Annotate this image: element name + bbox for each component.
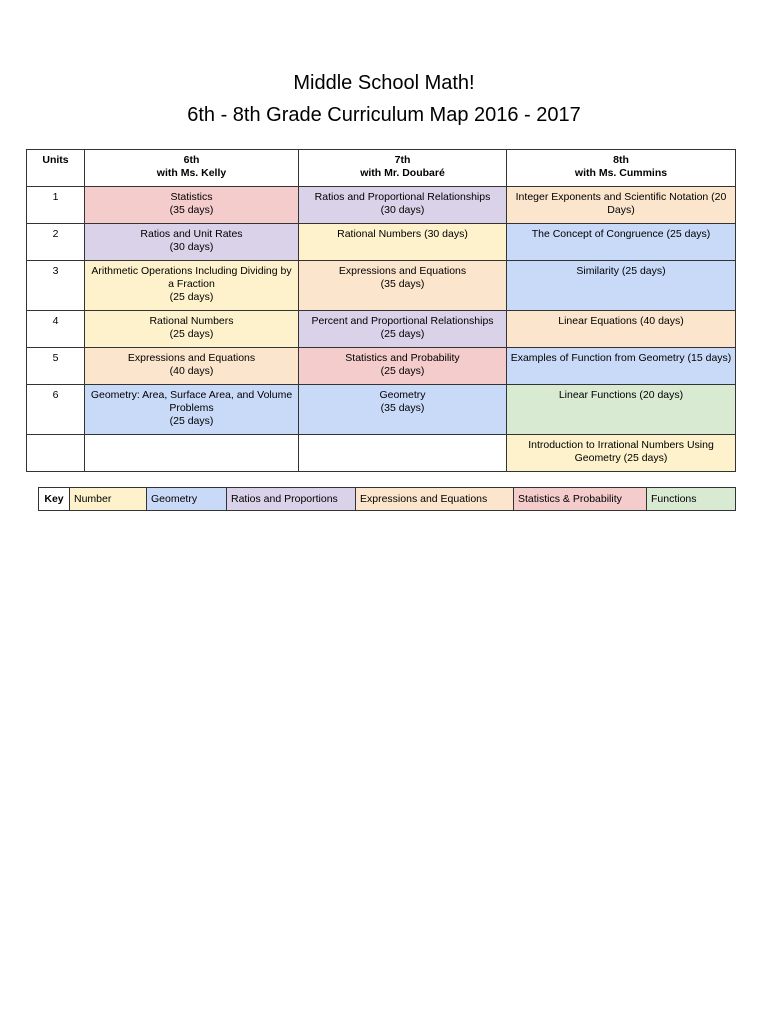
unit-cell <box>85 435 299 472</box>
table-row <box>27 348 736 385</box>
table-row <box>27 187 736 224</box>
unit-cell <box>85 224 299 261</box>
unit-cell <box>299 385 507 435</box>
unit-cell-text: Introduction to Irrational Numbers Using Geometry (25 days) <box>528 439 714 464</box>
unit-cell <box>299 311 507 348</box>
key-row <box>39 488 736 511</box>
unit-number: 6 <box>27 385 85 435</box>
unit-cell-text: (25 days) <box>380 328 425 340</box>
unit-cell <box>299 435 507 472</box>
unit-number: 3 <box>27 261 85 311</box>
unit-cell-text: (35 days) <box>169 204 214 216</box>
page-subtitle: 6th - 8th Grade Curriculum Map 2016 - 2017 <box>187 104 581 126</box>
table-row <box>27 261 736 311</box>
unit-cell-text: Expressions and Equations <box>338 265 467 277</box>
curriculum-table <box>26 149 736 472</box>
unit-number: 5 <box>27 348 85 385</box>
key-item: Ratios and Proportions <box>227 488 356 511</box>
unit-cell-text: Ratios and Proportional Relationships <box>314 191 491 203</box>
unit-cell-text: Linear Equations (40 days) <box>558 315 684 327</box>
unit-cell <box>507 261 736 311</box>
unit-cell-text: (25 days) <box>380 365 425 377</box>
page-title: Middle School Math! <box>293 72 475 94</box>
unit-cell-text: Statistics and Probability <box>345 352 460 364</box>
unit-cell <box>85 187 299 224</box>
unit-cell <box>85 385 299 435</box>
key-item: Number <box>70 488 147 511</box>
table-row <box>27 385 736 435</box>
unit-cell <box>85 261 299 311</box>
unit-cell-text: (25 days) <box>169 328 214 340</box>
unit-cell <box>507 385 736 435</box>
key-item: Expressions and Equations <box>356 488 514 511</box>
table-row <box>27 435 736 472</box>
unit-cell-text: Arithmetic Operations Including Dividing by a Fraction <box>91 265 292 290</box>
unit-cell-text: (35 days) <box>380 402 425 414</box>
unit-cell <box>85 348 299 385</box>
unit-cell-text: Similarity (25 days) <box>576 265 666 277</box>
header-6th: 6th with Ms. Kelly <box>85 150 299 187</box>
unit-cell-text: (30 days) <box>169 241 214 253</box>
unit-cell <box>507 311 736 348</box>
unit-cell-text: (35 days) <box>380 278 425 290</box>
table-row <box>27 224 736 261</box>
unit-number: 4 <box>27 311 85 348</box>
unit-cell <box>85 311 299 348</box>
unit-cell-text: Geometry: Area, Surface Area, and Volume Problems <box>90 389 293 414</box>
unit-cell-text: Examples of Function from Geometry (15 days) <box>510 352 732 364</box>
unit-cell-text: (25 days) <box>169 291 214 303</box>
unit-number <box>27 435 85 472</box>
unit-cell-text: Statistics <box>170 191 213 203</box>
unit-cell <box>507 435 736 472</box>
unit-cell <box>299 224 507 261</box>
unit-number: 1 <box>27 187 85 224</box>
unit-cell-text: Expressions and Equations <box>127 352 256 364</box>
unit-cell-text: Ratios and Unit Rates <box>140 228 243 240</box>
key-item: Functions <box>647 488 736 511</box>
table-header-row <box>27 150 736 187</box>
unit-cell-text: Integer Exponents and Scientific Notation (20 Days) <box>515 191 727 216</box>
unit-number: 2 <box>27 224 85 261</box>
key-item: Geometry <box>147 488 227 511</box>
unit-cell-text: Geometry <box>379 389 426 401</box>
header-units: Units <box>27 150 85 187</box>
unit-cell <box>299 187 507 224</box>
unit-cell <box>299 348 507 385</box>
unit-cell-text: Rational Numbers <box>149 315 234 327</box>
color-key <box>38 487 736 511</box>
unit-cell-text: (40 days) <box>169 365 214 377</box>
key-label: Key <box>39 488 70 511</box>
unit-cell <box>507 224 736 261</box>
unit-cell-text: Linear Functions (20 days) <box>558 389 684 401</box>
key-item: Statistics & Probability <box>514 488 647 511</box>
header-7th: 7th with Mr. Doubaré <box>299 150 507 187</box>
unit-cell-text: (30 days) <box>380 204 425 216</box>
unit-cell <box>507 187 736 224</box>
header-8th: 8th with Ms. Cummins <box>507 150 736 187</box>
unit-cell <box>507 348 736 385</box>
unit-cell-text: The Concept of Congruence (25 days) <box>531 228 711 240</box>
table-row <box>27 311 736 348</box>
unit-cell-text: Rational Numbers (30 days) <box>337 228 468 240</box>
unit-cell-text: (25 days) <box>169 415 214 427</box>
unit-cell <box>299 261 507 311</box>
unit-cell-text: Percent and Proportional Relationships <box>311 315 494 327</box>
